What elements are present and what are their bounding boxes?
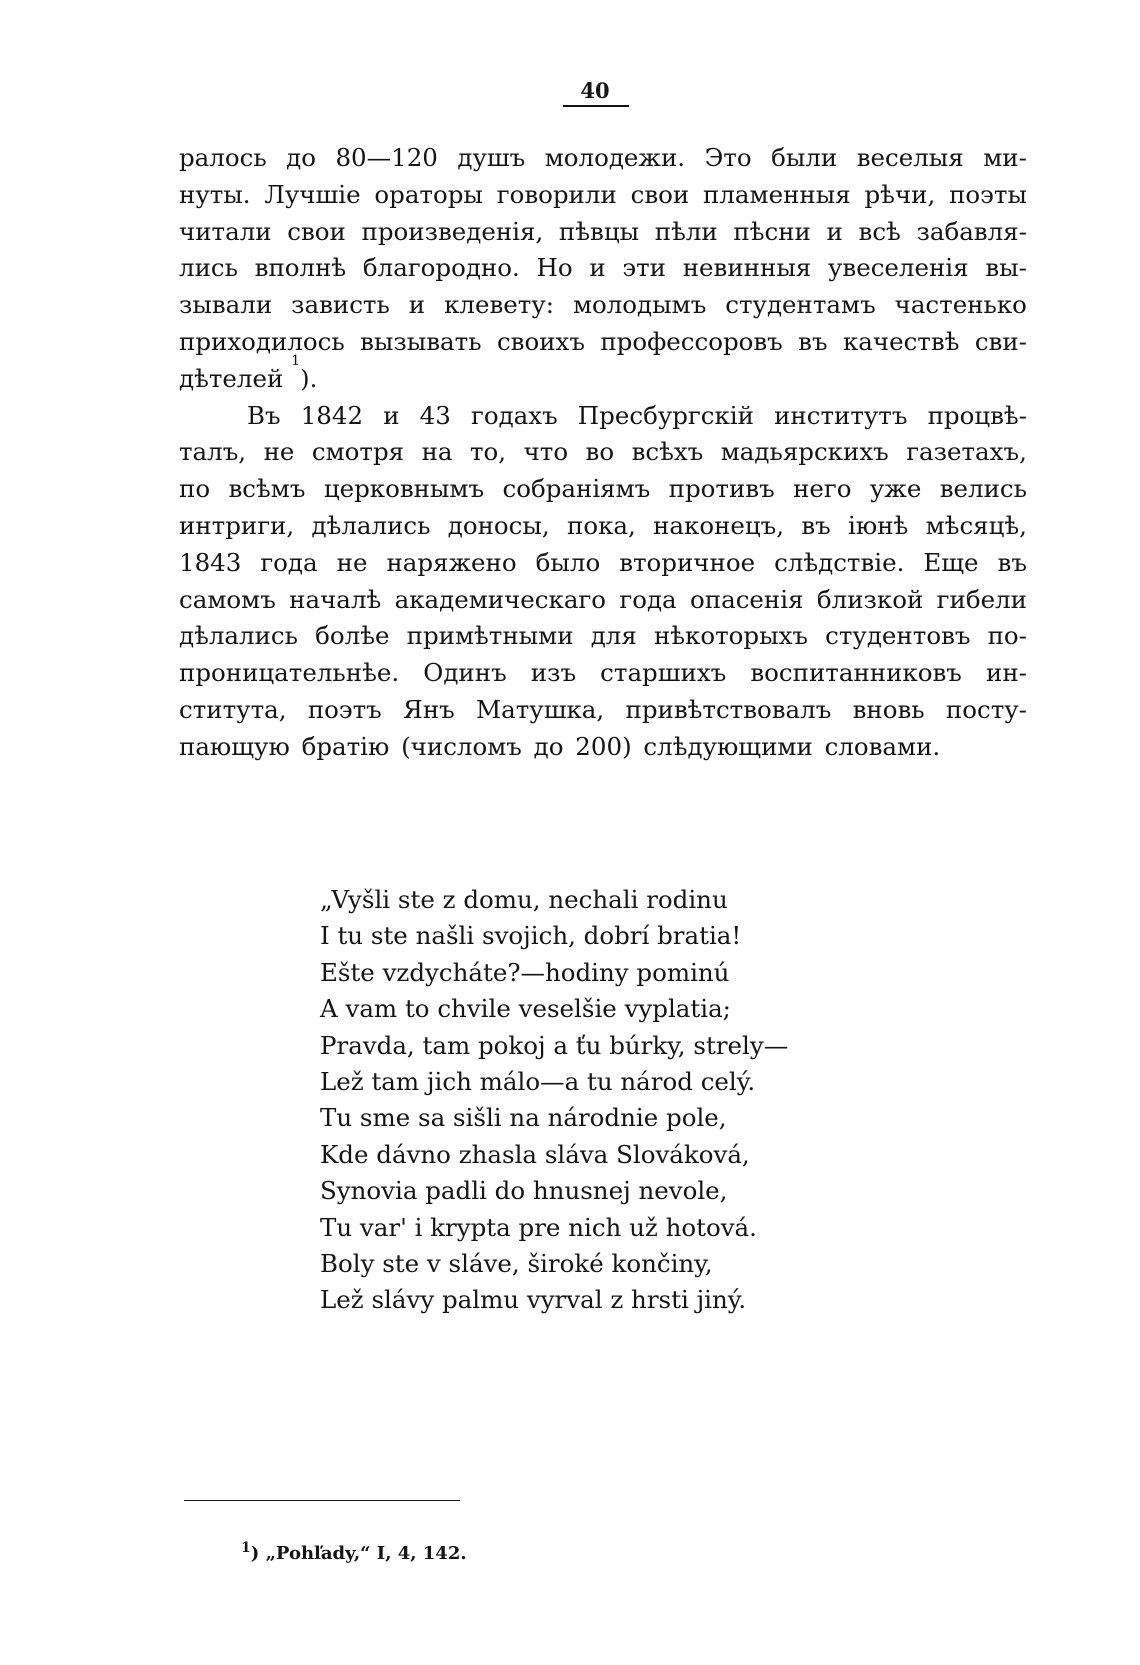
footnote-reference: 1 (291, 352, 301, 369)
word: поэтъ (307, 694, 382, 724)
word: Матушка, (476, 694, 605, 724)
word: пламенныя (703, 179, 851, 209)
word: институтъ (774, 400, 908, 430)
word: клевету: (444, 290, 554, 320)
word: изъ (530, 658, 577, 688)
word: ораторы (374, 179, 483, 209)
word: до (286, 143, 316, 172)
word: читали (179, 216, 272, 246)
word: частенько (894, 290, 1027, 320)
word: душъ (457, 143, 526, 172)
word: лись (179, 253, 238, 283)
poem (320, 882, 788, 1319)
word: наконецъ, (653, 510, 785, 540)
word: Лучшіе (264, 179, 361, 209)
word: собраніямъ (502, 474, 651, 504)
word: для (590, 621, 637, 651)
word: доносы, (447, 510, 550, 540)
body-line (179, 508, 1027, 545)
word: пѣли (654, 216, 718, 246)
footnote-text: „Pohľady,“ I, 4, 142. (265, 1543, 467, 1564)
word: и (408, 290, 426, 320)
body-line (179, 352, 1027, 398)
body-line (179, 140, 1027, 177)
word: въ (997, 547, 1027, 577)
word: и (826, 216, 843, 246)
poem-verse: Lež slávy palmu vyrval z hrsti jiný. (320, 1285, 747, 1315)
word: не (263, 437, 295, 467)
word: уже (869, 474, 922, 504)
word: Еще (923, 547, 979, 577)
word: процвѣ- (927, 400, 1027, 430)
word: года (619, 584, 677, 614)
word: дѣлались (179, 621, 298, 651)
word: что (523, 437, 569, 467)
word: нѣкоторыхъ (653, 621, 809, 651)
word: поэты (949, 179, 1027, 209)
word: говорили (496, 179, 617, 209)
word: всѣхъ (631, 437, 704, 467)
word: близкой (816, 584, 924, 614)
poem-verse: Pravda, tam pokoj a ťu búrky, strely— (320, 1030, 789, 1060)
word: невинныя (682, 253, 812, 283)
word: профессоровъ (600, 326, 783, 356)
word: академическаго (394, 584, 607, 614)
word: нуты. (179, 179, 251, 209)
poem-verse: Synovia padli do hnusnej nevole, (320, 1176, 728, 1206)
word: дѣлались (311, 510, 431, 540)
word: то, (470, 437, 507, 467)
word: талъ, (179, 437, 247, 467)
body-line (179, 618, 1027, 655)
word: болѣе (315, 621, 390, 651)
word: привѣтствовалъ (625, 694, 832, 724)
word: вызывать (360, 326, 482, 356)
word: вновь (852, 694, 925, 724)
word: во (585, 437, 615, 467)
word: по- (987, 621, 1027, 651)
word: эти (622, 253, 666, 283)
word: молодежи. (544, 143, 686, 172)
poem-verse: „Vyšli ste z domu, nechali rodinu (320, 885, 728, 914)
word: проницательнѣе. (179, 658, 400, 688)
word: мадьярскихъ (720, 437, 889, 467)
word: студентамъ (725, 290, 876, 320)
word: Но (536, 253, 573, 283)
body-line: пающую братію (числомъ до 200) слѣдующими словами. (179, 731, 941, 761)
word: іюнѣ (848, 510, 909, 540)
word: Въ (247, 400, 281, 430)
poem-verse: Boly ste v sláve, široké končiny, (320, 1248, 713, 1278)
word: ми- (983, 143, 1027, 172)
word: газетахъ, (906, 437, 1027, 467)
footnote (241, 1540, 467, 1564)
word: забавля- (916, 216, 1027, 246)
word: слѣдствіе. (774, 547, 905, 577)
word: увеселенія (827, 253, 969, 283)
word: благородно. (362, 253, 520, 283)
word: Янъ (403, 694, 455, 724)
word: всѣмъ (228, 474, 306, 504)
word: въ (798, 326, 828, 356)
word: веселыя (856, 143, 964, 172)
body-line-text: дѣтелей (179, 363, 284, 393)
body-line (179, 582, 1027, 619)
word: пѣсни (733, 216, 811, 246)
word: годахъ (470, 400, 558, 430)
poem-verse: Kde dávno zhasla sláva Slováková, (320, 1139, 750, 1169)
word: Пресбургскій (577, 400, 754, 430)
body-line (179, 287, 1027, 324)
word: него (793, 474, 852, 504)
word: 80—120 (335, 143, 438, 172)
word: года (260, 547, 318, 577)
body-line (179, 434, 1027, 471)
word: не (336, 547, 368, 577)
word: мѣсяцѣ, (925, 510, 1027, 540)
word: началѣ (289, 584, 382, 614)
word: примѣтными (406, 621, 574, 651)
word: сви- (974, 326, 1027, 356)
page-number-underline (563, 105, 629, 107)
poem-verse: Ešte vzdycháte?—hodiny pominú (320, 957, 730, 987)
word: качествѣ (842, 326, 960, 356)
word: въ (801, 510, 831, 540)
word: зывали (179, 290, 273, 320)
word: произведенія, (361, 216, 544, 246)
body-line (179, 398, 1027, 435)
word: своихъ (496, 326, 585, 356)
poem-verse: Tu sme sa sišli na národnie pole, (320, 1103, 727, 1133)
word: велись (939, 474, 1027, 504)
word: молодымъ (572, 290, 707, 320)
poem-verse: I tu ste našli svojich, dobrí bratia! (320, 921, 742, 951)
body-line (179, 545, 1027, 582)
word: старшихъ (600, 658, 727, 688)
word: смотря (311, 437, 405, 467)
word: вторичное (619, 547, 756, 577)
word: наряжено (386, 547, 517, 577)
word: ин- (986, 658, 1027, 688)
footnote-mark: 1 (241, 1540, 251, 1556)
word: и (589, 253, 606, 283)
body-line (179, 177, 1027, 214)
word: пѣвцы (558, 216, 640, 246)
word: 1842 (300, 400, 364, 430)
body-line (179, 250, 1027, 287)
footnote-mark-suffix: ) (250, 1543, 260, 1564)
word: пока, (567, 510, 636, 540)
word: свои (287, 216, 346, 246)
word: самомъ (179, 584, 276, 614)
body-line (179, 214, 1027, 251)
word: 1843 (179, 547, 242, 577)
footnote-divider (184, 1500, 460, 1501)
word: ралось (179, 143, 267, 172)
word: противъ (668, 474, 775, 504)
page-number: 40 (580, 78, 610, 103)
word: по (179, 474, 211, 504)
word: вполнѣ (254, 253, 347, 283)
body-line (179, 655, 1027, 692)
word: свои (630, 179, 690, 209)
body-line (179, 471, 1027, 508)
word: 43 (419, 400, 451, 430)
word: воспитанниковъ (750, 658, 962, 688)
word: и (383, 400, 400, 430)
poem-verse: Lež tam jich málo—a tu národ celý. (320, 1066, 756, 1096)
word: рѣчи, (864, 179, 936, 209)
word: церковнымъ (323, 474, 485, 504)
word: всѣ (858, 216, 901, 246)
word: Одинъ (423, 658, 507, 688)
word: посту- (945, 694, 1027, 724)
word: вы- (985, 253, 1027, 283)
footnote-reference-suffix: ). (300, 363, 318, 393)
body-text (179, 140, 1027, 766)
word: ститута, (179, 694, 287, 724)
word: студентовъ (825, 621, 971, 651)
body-line (179, 692, 1027, 729)
word: были (771, 143, 838, 172)
word: приходилось (179, 326, 345, 356)
word: Это (704, 143, 752, 172)
poem-verse: A vam to chvile veselšie vyplatia; (320, 994, 731, 1024)
word: было (535, 547, 601, 577)
word: на (421, 437, 453, 467)
word: опасенія (690, 584, 804, 614)
poem-verse: Tu var' i krypta pre nich už hotová. (320, 1212, 757, 1242)
body-line (179, 324, 1027, 361)
word: интриги, (179, 510, 295, 540)
word: гибели (936, 584, 1027, 614)
word: зависть (291, 290, 390, 320)
